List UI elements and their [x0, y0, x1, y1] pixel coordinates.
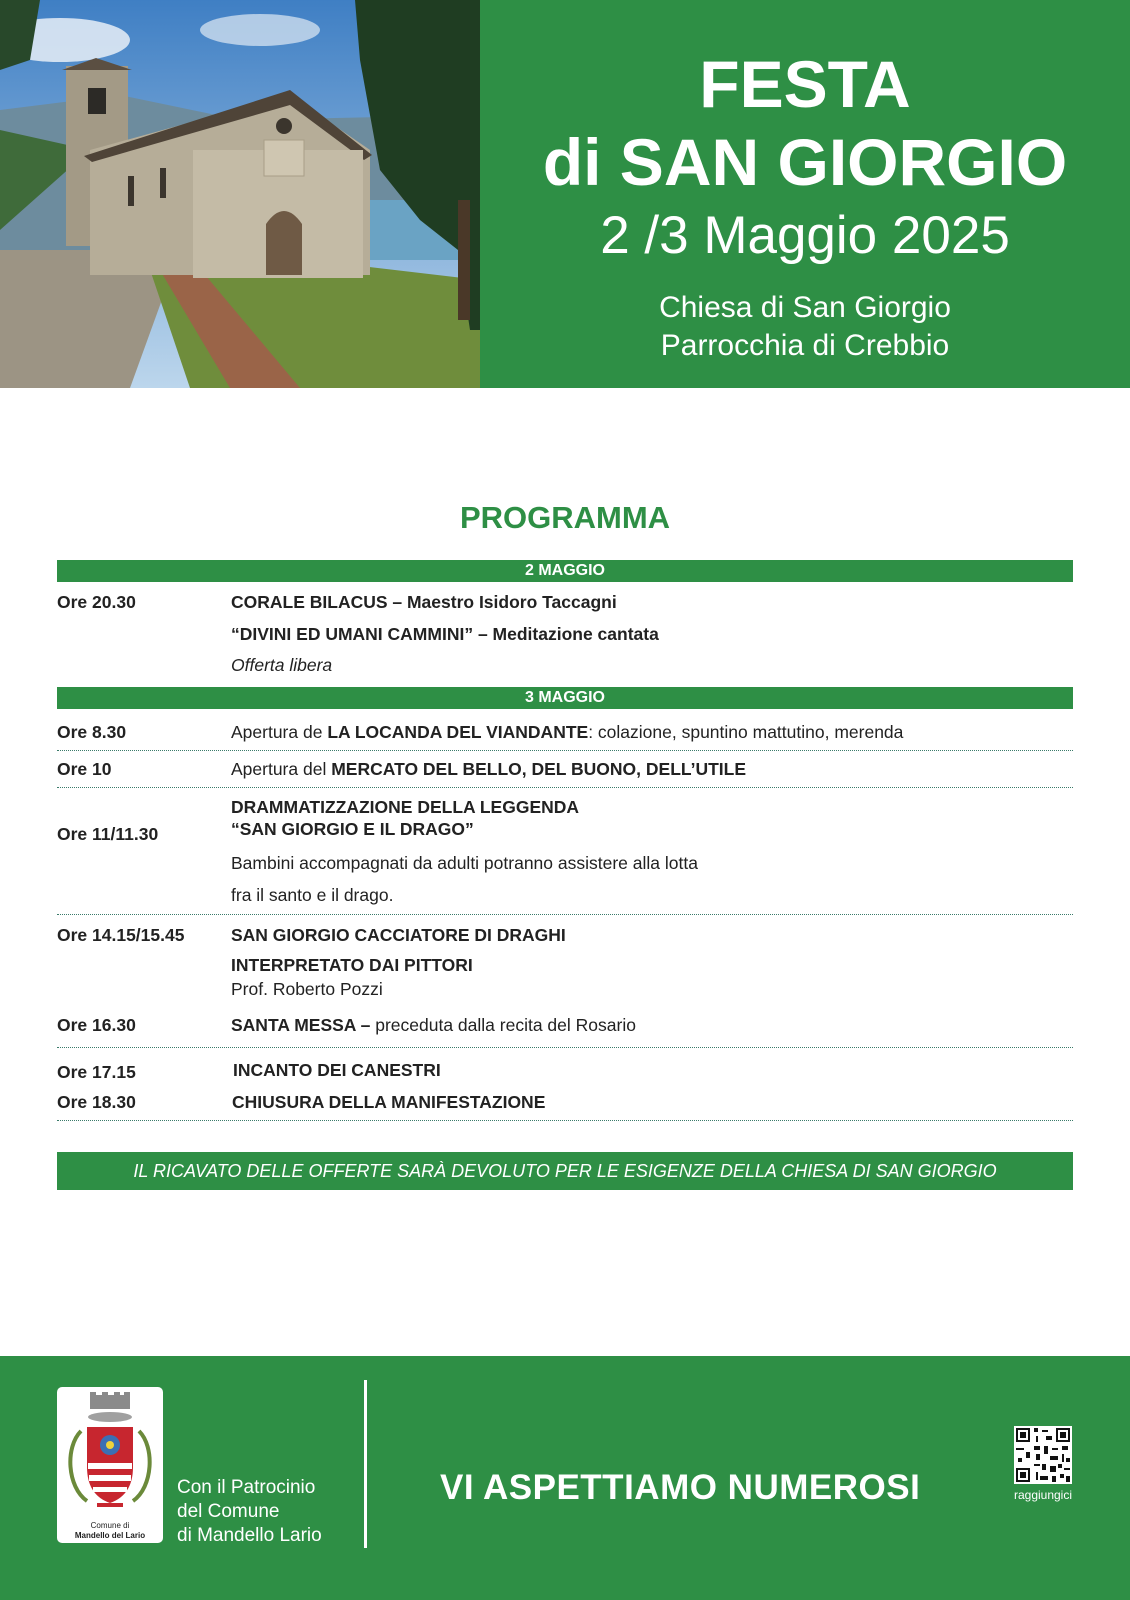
- event-text: “SAN GIORGIO E IL DRAGO”: [231, 819, 474, 839]
- event-line: [231, 722, 903, 743]
- program-title: PROGRAMMA: [459, 500, 671, 535]
- event-text: INTERPRETATO DAI PITTORI: [231, 955, 473, 975]
- event-line: [233, 1060, 441, 1081]
- event-line: [231, 925, 566, 946]
- event-dates: 2 /3 Maggio 2025: [600, 206, 1010, 265]
- patronage-line: di Mandello Lario: [177, 1525, 322, 1546]
- event-time: Ore 16.30: [57, 1015, 136, 1035]
- qr-label: raggiungici: [1013, 1488, 1073, 1502]
- event-text: SANTA MESSA –: [231, 1015, 371, 1035]
- footer-divider: [364, 1380, 367, 1548]
- crest-caption: Comune di: [90, 1521, 130, 1530]
- event-text: Bambini accompagnati da adulti potranno assistere alla lotta: [231, 853, 698, 873]
- venue-parish: Parrocchia di Crebbio: [660, 329, 950, 362]
- event-line: [232, 1092, 545, 1113]
- event-row: [57, 1005, 1073, 1048]
- event-time: Ore 18.30: [57, 1092, 136, 1112]
- event-line: [231, 955, 473, 976]
- event-line: [231, 592, 617, 613]
- municipality-crest: [57, 1387, 163, 1543]
- event-time: Ore 14.15/15.45: [57, 925, 185, 945]
- event-time: Ore 8.30: [57, 722, 127, 742]
- qr-code-icon[interactable]: [1014, 1426, 1072, 1484]
- church-photo: [0, 0, 480, 388]
- event-text: Apertura del: [231, 759, 332, 779]
- event-text: CORALE BILACUS – Maestro Isidoro Taccagni: [231, 592, 617, 612]
- event-row: [57, 751, 1073, 788]
- event-row: [57, 788, 1073, 915]
- donation-notice: IL RICAVATO DELLE OFFERTE SARÀ DEVOLUTO PER LE ESIGENZE DELLA CHIESA DI SAN GIORGIO: [57, 1152, 1073, 1190]
- event-row: [57, 584, 1073, 680]
- event-text: : colazione, spuntino mattutino, merenda: [588, 722, 904, 742]
- event-row: [57, 1084, 1073, 1121]
- event-line: [231, 819, 474, 840]
- event-text: LA LOCANDA DEL VIANDANTE: [327, 722, 589, 742]
- event-text: preceduta dalla recita del Rosario: [370, 1015, 636, 1035]
- event-text: Prof. Roberto Pozzi: [231, 979, 383, 999]
- header-banner: [480, 0, 1130, 388]
- patronage-text: [177, 1476, 322, 1548]
- event-text: SAN GIORGIO CACCIATORE DI DRAGHI: [231, 925, 566, 945]
- event-line: [231, 979, 383, 1000]
- event-text: CHIUSURA DELLA MANIFESTAZIONE: [232, 1092, 546, 1112]
- event-text: Apertura de: [231, 722, 328, 742]
- event-text: fra il santo e il drago.: [231, 885, 394, 905]
- day-header-3-may: 3 MAGGIO: [57, 687, 1073, 709]
- event-time: Ore 17.15: [57, 1062, 136, 1082]
- event-line: [231, 885, 393, 906]
- event-text: INCANTO DEI CANESTRI: [233, 1060, 441, 1080]
- event-line: [231, 1015, 636, 1036]
- event-time: Ore 10: [57, 759, 112, 779]
- event-title-line1: FESTA: [699, 47, 911, 121]
- patronage-line: Con il Patrocinio: [177, 1477, 316, 1498]
- day-header-2-may: 2 MAGGIO: [57, 560, 1073, 582]
- crest-emblem-icon: [57, 1387, 163, 1517]
- event-row: [57, 1048, 1073, 1084]
- event-text: Offerta libera: [231, 655, 333, 675]
- event-line: [231, 797, 579, 818]
- event-text: MERCATO DEL BELLO, DEL BUONO, DELL’UTILE: [331, 759, 747, 779]
- event-line: [231, 853, 698, 874]
- event-line: [231, 655, 332, 676]
- event-time: Ore 20.30: [57, 592, 136, 612]
- event-row: [57, 712, 1073, 751]
- patronage-line: del Comune: [177, 1501, 280, 1522]
- event-time: Ore 11/11.30: [57, 824, 159, 844]
- event-row: [57, 915, 1073, 1005]
- event-title-line2: di SAN GIORGIO: [542, 125, 1068, 199]
- slogan: VI ASPETTIAMO NUMEROSI: [440, 1468, 921, 1507]
- event-line: [231, 624, 659, 645]
- event-text: “DIVINI ED UMANI CAMMINI” – Meditazione cantata: [231, 624, 659, 644]
- crest-caption-municipality: Mandello del Lario: [74, 1531, 146, 1540]
- venue-church: Chiesa di San Giorgio: [659, 291, 951, 324]
- event-line: [231, 759, 746, 780]
- event-text: DRAMMATIZZAZIONE DELLA LEGGENDA: [231, 797, 580, 817]
- footer-band: [0, 1356, 1130, 1600]
